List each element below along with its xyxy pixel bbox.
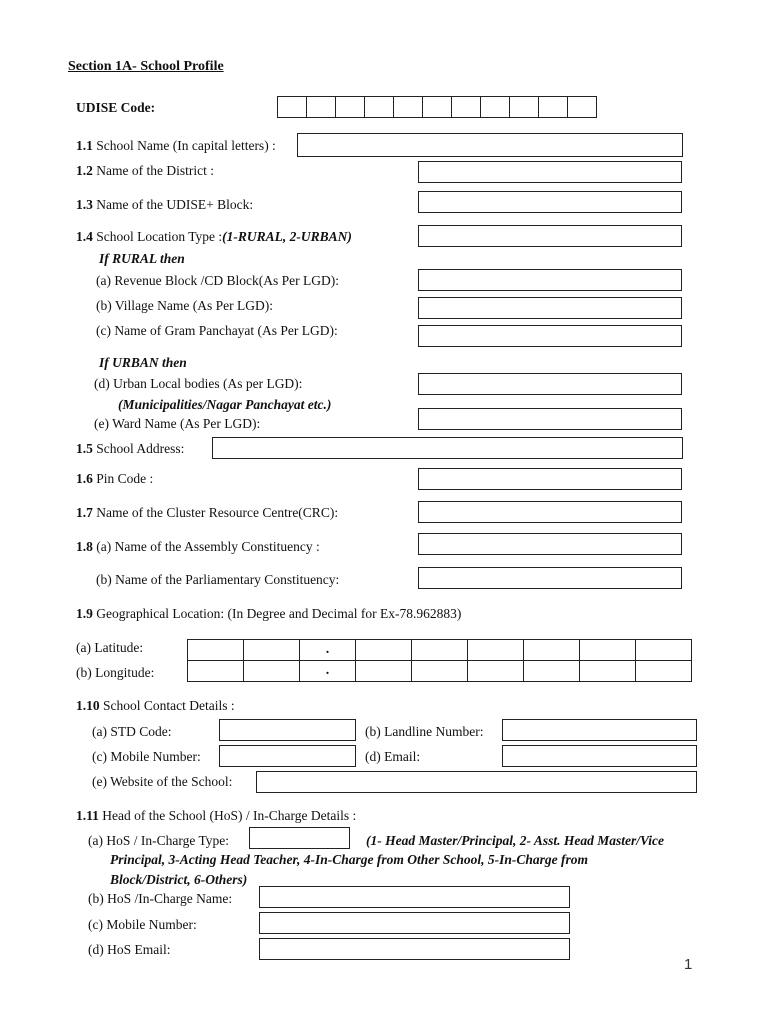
latitude-cell[interactable]	[188, 640, 244, 661]
longitude-cell[interactable]	[580, 661, 636, 682]
q1-7-label	[76, 505, 338, 521]
urban-header: If URBAN then	[99, 355, 187, 370]
q1-8-label	[76, 539, 320, 555]
mobile-label: (c) Mobile Number:	[92, 749, 201, 764]
q1-3-text: Name of the UDISE+ Block:	[92, 197, 254, 212]
std-code-field[interactable]	[219, 719, 356, 741]
hos-name-field[interactable]	[259, 886, 570, 908]
q1-3-label	[76, 197, 253, 213]
longitude-cell[interactable]	[412, 661, 468, 682]
q1-10-label	[76, 698, 235, 714]
urban-d-label: (d) Urban Local bodies (As per LGD):	[94, 376, 303, 391]
longitude-cell[interactable]	[468, 661, 524, 682]
q1-8-num: 1.8	[76, 539, 93, 554]
latitude-cell[interactable]	[580, 640, 636, 661]
q1-9-num: 1.9	[76, 606, 93, 621]
udise-digit-cell[interactable]	[278, 97, 307, 118]
rural-header: If RURAL then	[99, 251, 185, 266]
q1-7-text: Name of the Cluster Resource Centre(CRC):	[92, 505, 339, 520]
q1-9-label	[76, 606, 461, 622]
hos-type-codes-line1: (1- Head Master/Principal, 2- Asst. Head Master/Vice	[366, 833, 664, 848]
pin-code-field[interactable]	[418, 468, 682, 490]
longitude-cell[interactable]	[188, 661, 244, 682]
udise-digit-cell[interactable]	[336, 97, 365, 118]
q1-4-codes: (1-RURAL, 2-URBAN)	[222, 229, 352, 244]
district-field[interactable]	[418, 161, 682, 183]
school-name-field[interactable]	[297, 133, 683, 157]
q1-10-text: School Contact Details :	[99, 698, 235, 713]
website-field[interactable]	[256, 771, 697, 793]
q1-4-label	[76, 229, 352, 245]
email-field[interactable]	[502, 745, 697, 767]
latitude-cell[interactable]	[468, 640, 524, 661]
udise-digit-cell[interactable]	[365, 97, 394, 118]
std-code-label: (a) STD Code:	[92, 724, 172, 739]
q1-5-label	[76, 441, 184, 457]
q1-11-label	[76, 808, 356, 824]
latitude-cell[interactable]	[356, 640, 412, 661]
q1-6-label	[76, 471, 153, 487]
udise-digit-cell[interactable]	[423, 97, 452, 118]
q1-11-text: Head of the School (HoS) / In-Charge Details :	[98, 808, 357, 823]
hos-type-codes-line3: Block/District, 6-Others)	[110, 872, 248, 887]
hos-email-label: (d) HoS Email:	[88, 942, 171, 957]
hos-type-field[interactable]	[249, 827, 350, 849]
udise-digit-cell[interactable]	[568, 97, 597, 118]
udise-digit-cell[interactable]	[481, 97, 510, 118]
udise-digit-cell[interactable]	[452, 97, 481, 118]
q1-4-num: 1.4	[76, 229, 93, 244]
urban-local-body-field[interactable]	[418, 373, 682, 395]
hos-type-label: (a) HoS / In-Charge Type:	[88, 833, 230, 848]
q1-7-num: 1.7	[76, 505, 93, 520]
udise-digit-cell[interactable]	[510, 97, 539, 118]
longitude-cell[interactable]	[244, 661, 300, 682]
landline-field[interactable]	[502, 719, 697, 741]
q1-2-text: Name of the District :	[92, 163, 214, 178]
revenue-block-field[interactable]	[418, 269, 682, 291]
longitude-decimal-point: .	[300, 661, 356, 682]
q1-10-num: 1.10	[76, 698, 100, 713]
q1-11-num: 1.11	[76, 808, 99, 823]
hos-name-label: (b) HoS /In-Charge Name:	[88, 891, 233, 906]
latitude-cell[interactable]	[636, 640, 692, 661]
latitude-cell[interactable]	[244, 640, 300, 661]
udise-digit-cell[interactable]	[394, 97, 423, 118]
assembly-constituency-field[interactable]	[418, 533, 682, 555]
rural-b-label: (b) Village Name (As Per LGD):	[96, 298, 274, 313]
urban-d-note: (Municipalities/Nagar Panchayat etc.)	[118, 397, 332, 412]
page-number: 1	[684, 956, 693, 973]
q1-5-text: School Address:	[92, 441, 185, 456]
landline-label: (b) Landline Number:	[365, 724, 484, 739]
udise-digit-cell[interactable]	[307, 97, 336, 118]
crc-field[interactable]	[418, 501, 682, 523]
longitude-cell[interactable]	[356, 661, 412, 682]
longitude-cell[interactable]	[636, 661, 692, 682]
udise-code-grid	[277, 96, 597, 118]
hos-mobile-label: (c) Mobile Number:	[88, 917, 197, 932]
udise-label: UDISE Code:	[76, 100, 156, 115]
latitude-decimal-point: .	[300, 640, 356, 661]
q1-5-num: 1.5	[76, 441, 93, 456]
q1-6-text: Pin Code :	[92, 471, 154, 486]
mobile-field[interactable]	[219, 745, 356, 767]
longitude-cell[interactable]	[524, 661, 580, 682]
latitude-cell[interactable]	[524, 640, 580, 661]
hos-email-field[interactable]	[259, 938, 570, 960]
q1-4-text: School Location Type :	[92, 229, 223, 244]
q1-6-num: 1.6	[76, 471, 93, 486]
q1-9-text: Geographical Location: (In Degree and Decimal for Ex-78.962883)	[92, 606, 462, 621]
location-type-field[interactable]	[418, 225, 682, 247]
q1-3-num: 1.3	[76, 197, 93, 212]
rural-c-label: (c) Name of Gram Panchayat (As Per LGD):	[96, 323, 338, 338]
udise-block-field[interactable]	[418, 191, 682, 213]
latitude-label: (a) Latitude:	[76, 640, 144, 655]
ward-name-field[interactable]	[418, 408, 682, 430]
gram-panchayat-field[interactable]	[418, 325, 682, 347]
rural-a-label: (a) Revenue Block /CD Block(As Per LGD):	[96, 273, 339, 288]
school-address-field[interactable]	[212, 437, 683, 459]
website-label: (e) Website of the School:	[92, 774, 233, 789]
q1-1-num: 1.1	[76, 138, 93, 153]
hos-mobile-field[interactable]	[259, 912, 570, 934]
parliamentary-constituency-field[interactable]	[418, 567, 682, 589]
q1-2-label	[76, 163, 214, 179]
email-label: (d) Email:	[365, 749, 421, 764]
village-name-field[interactable]	[418, 297, 682, 319]
geo-location-grid	[187, 639, 692, 682]
urban-e-label: (e) Ward Name (As Per LGD):	[94, 416, 261, 431]
q1-8-b-label: (b) Name of the Parliamentary Constituency:	[96, 572, 340, 587]
q1-8-text: (a) Name of the Assembly Constituency :	[92, 539, 320, 554]
hos-type-codes-line2: Principal, 3-Acting Head Teacher, 4-In-Charge from Other School, 5-In-Charge from	[110, 852, 589, 867]
latitude-cell[interactable]	[412, 640, 468, 661]
section-title: Section 1A- School Profile	[68, 59, 224, 74]
q1-1-text: School Name (In capital letters) :	[92, 138, 276, 153]
q1-2-num: 1.2	[76, 163, 93, 178]
udise-digit-cell[interactable]	[539, 97, 568, 118]
q1-1-label	[76, 138, 276, 154]
longitude-label: (b) Longitude:	[76, 665, 155, 680]
